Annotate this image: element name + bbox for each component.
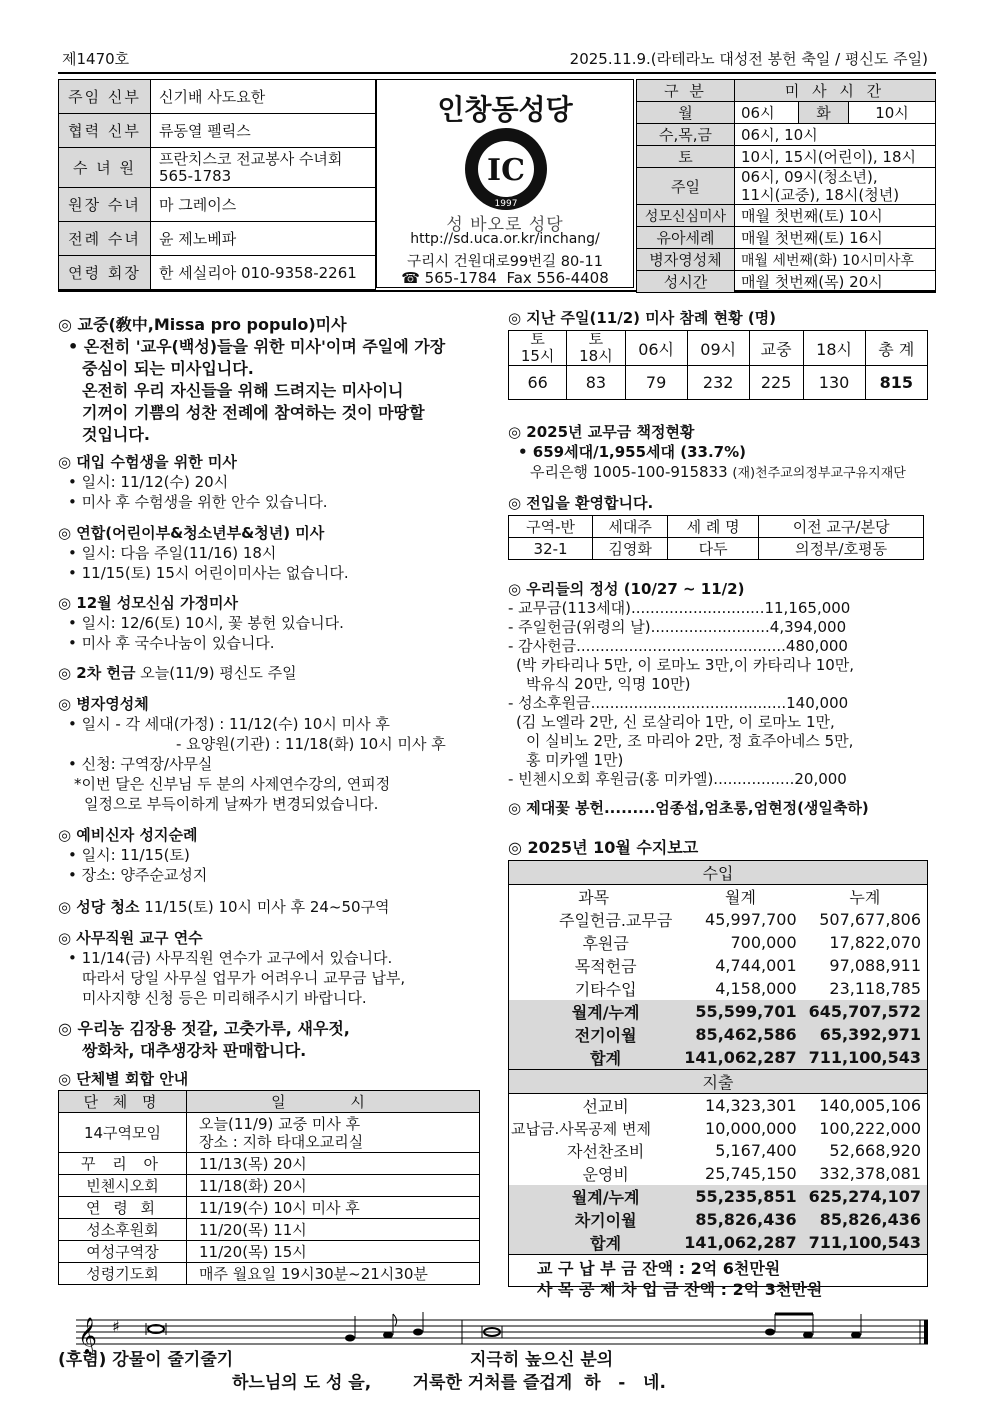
- table-header-row: [509, 516, 924, 538]
- section-title: ◎ 성당 청소: [58, 898, 140, 916]
- staff-row: [59, 114, 376, 148]
- group-time: 11/20(목) 11시: [187, 1219, 480, 1241]
- table-header-row: [509, 885, 927, 909]
- sunday-line-1: 06시, 09시(청소년),: [741, 168, 878, 186]
- section-title: ◎ 12월 성모신심 가정미사: [58, 594, 239, 612]
- expense-label: 지출: [509, 1070, 927, 1094]
- staff-row: [59, 256, 376, 290]
- attendance-value: 232: [687, 366, 749, 400]
- attendance-value: 66: [509, 366, 567, 400]
- treble-clef-icon: 𝄞: [78, 1316, 97, 1354]
- finance-total: 100,222,000: [819, 1118, 921, 1138]
- notice-line: 기꺼이 기쁨의 성찬 전례에 참여하는 것이 마땅할: [82, 403, 425, 422]
- finance-item: 기타수입: [574, 980, 637, 999]
- finance-month: 700,000: [730, 933, 797, 952]
- notice-cleaning: [58, 897, 488, 917]
- mass-label: 수,목,금: [637, 124, 735, 146]
- notice-line: • 장소: 양주순교성지: [68, 866, 208, 884]
- table-row: [59, 1113, 480, 1153]
- lyrics-line-1a: (후렴) 강물이 줄기줄기: [58, 1350, 234, 1370]
- finance-month: 85,462,586: [695, 1025, 797, 1044]
- column-header: 과목: [578, 888, 610, 907]
- column-header: 단 체 명: [59, 1091, 187, 1113]
- mass-label: 주일: [637, 168, 735, 205]
- notice-line: • 미사 후 국수나눔이 있습니다.: [68, 634, 275, 652]
- logo-year: 1997: [494, 199, 518, 209]
- mass-label: 유아세례: [637, 227, 735, 249]
- finance-total: 23,118,785: [829, 979, 921, 998]
- logo-text: IC: [487, 153, 525, 188]
- column-header: 누계: [849, 888, 881, 907]
- group-name: 꾸 리 아: [59, 1153, 187, 1175]
- column-header: 구역-반: [509, 516, 593, 538]
- finance-total: 645,707,572: [808, 1002, 921, 1021]
- loan-balance: 사 목 공 제 차 입 금 잔액 : 2억 3천만원: [537, 1280, 823, 1299]
- lyrics-line-2: 하느님의 도 성 을, 거룩한 거처를 즐겁게 하 - 네.: [232, 1373, 666, 1393]
- table-row: [59, 1175, 480, 1197]
- attendance-value: 83: [567, 366, 625, 400]
- notice-line: • 일시: 11/12(수) 20시: [68, 473, 229, 491]
- notice-second-collection: [58, 663, 488, 683]
- table-header-row: [59, 1091, 480, 1113]
- finance-total: 65,392,971: [819, 1025, 921, 1044]
- patron-name: 성 바오로 성당: [446, 215, 564, 235]
- finance-total: 711,100,543: [808, 1048, 921, 1067]
- column-header-line: 15시: [520, 347, 555, 365]
- diocese-balance: 교 구 납 부 금 잔액 : 2억 6천만원: [537, 1259, 781, 1278]
- column-header: 월계: [725, 888, 756, 907]
- finance-item: 자선찬조비: [567, 1142, 645, 1161]
- notice-line: • 미사 후 수험생을 위한 안수 있습니다.: [68, 493, 328, 511]
- attendance-value: 225: [749, 366, 803, 400]
- mass-label: 성모신심미사: [637, 205, 735, 227]
- finance-item: 후원금: [582, 934, 629, 953]
- finance-month: 25,745,150: [705, 1164, 797, 1183]
- group-name: 14구역모임: [59, 1113, 187, 1153]
- group-time: 11/13(목) 20시: [187, 1153, 480, 1175]
- notice-line: • 일시 - 각 세대(가정) : 11/12(수) 10시 미사 후: [68, 715, 390, 733]
- finance-total: 711,100,543: [808, 1233, 921, 1252]
- table-row: [509, 1139, 927, 1162]
- notice-home-mass: [58, 593, 488, 653]
- section-title: ◎ 2차 헌금: [58, 664, 136, 682]
- mass-value: 매월 첫번째(토) 16시: [735, 227, 936, 249]
- column-header: 세대주: [593, 516, 668, 538]
- staff-value: 윤 제노베파: [151, 222, 376, 256]
- notice-line: • 일시: 12/6(토) 10시, 꽃 봉헌 있습니다.: [68, 614, 344, 632]
- mass-row: [637, 227, 936, 249]
- finance-section: [508, 838, 938, 858]
- finance-item: 선교비: [582, 1097, 629, 1116]
- finance-total: 85,826,436: [819, 1210, 921, 1229]
- section-title: ◎ 2025년 교무금 책정현황: [508, 423, 695, 441]
- church-name: 인창동성당: [437, 93, 573, 126]
- finance-total: 17,822,070: [829, 933, 921, 952]
- mass-row: [637, 102, 936, 124]
- mass-label: 화: [799, 102, 849, 124]
- issue-number: 제1470호: [62, 50, 130, 68]
- notice-line: • 11/15(토) 15시 어린이미사는 없습니다.: [68, 564, 349, 582]
- mass-value: 매월 세번째(화) 10시미사후: [735, 249, 936, 271]
- group-name: 성령기도회: [59, 1263, 187, 1285]
- finance-month: 4,158,000: [715, 979, 797, 998]
- notice-line: 11/15(토) 10시 미사 후 24~50구역: [144, 898, 390, 916]
- group-meeting-table: [58, 1090, 480, 1285]
- finance-month: 55,235,851: [695, 1187, 797, 1206]
- table-row: [59, 1241, 480, 1263]
- group-name: 연 령 회: [59, 1197, 187, 1219]
- notice-line: *이번 달은 신부님 두 분의 사제연수강의, 연피정: [74, 775, 391, 793]
- group-time: 11/20(목) 15시: [187, 1241, 480, 1263]
- mass-value: 매월 첫번째(토) 10시: [735, 205, 936, 227]
- column-header: [509, 331, 567, 366]
- column-header: 06시: [625, 331, 687, 366]
- column-header: [567, 331, 625, 366]
- column-header-line: 토: [530, 330, 545, 348]
- mass-row: [637, 124, 936, 146]
- attendance-table: [508, 330, 928, 400]
- staff-row: [59, 222, 376, 256]
- finance-item: 차기이월: [574, 1211, 637, 1230]
- section-title: ◎ 제대꽃 봉헌.........엄종섭,엄초롱,엄현정(생일축하): [508, 799, 869, 817]
- finance-item: 주일헌금.교무금: [559, 911, 673, 930]
- finance-month: 55,599,701: [695, 1002, 797, 1021]
- finance-total: 507,677,806: [819, 910, 921, 929]
- finance-month: 85,826,436: [695, 1210, 797, 1229]
- notice-line: 중심이 되는 미사입니다.: [82, 359, 254, 378]
- issue-date: 2025.11.9.(라테라노 대성전 봉헌 축일 / 평신도 주일): [569, 50, 928, 68]
- notice-line: 일정으로 부득이하게 날짜가 변경되었습니다.: [84, 795, 379, 813]
- finance-item: 전기이월: [574, 1026, 637, 1045]
- welcome-cell: 32-1: [509, 538, 593, 560]
- staff-label: 전례 수녀: [59, 222, 151, 256]
- section-title: ◎ 단체별 회합 안내: [58, 1070, 189, 1088]
- mass-row: [637, 205, 936, 227]
- lyrics-line-1b: 지극히 높으신 분의: [470, 1350, 614, 1370]
- bank-holder: (재)천주교의정부교구유지재단: [732, 466, 906, 481]
- column-header: 09시: [687, 331, 749, 366]
- table-row: [509, 1208, 927, 1231]
- welcome-section: [508, 493, 938, 513]
- table-row: [509, 1117, 927, 1139]
- mass-label: 토: [637, 146, 735, 168]
- section-title: ◎ 연합(어린이부&청소년부&청년) 미사: [58, 524, 325, 542]
- staff-row: [59, 80, 376, 114]
- staff-table: [58, 79, 376, 290]
- staff-label: 수 녀 원: [59, 148, 151, 188]
- finance-total: 140,005,106: [819, 1096, 921, 1115]
- offering-line: (김 노엘라 2만, 신 로살리아 1만, 이 로마노 1만,: [516, 713, 835, 731]
- church-logo-icon: [463, 126, 549, 212]
- notice-line: • 일시: 다음 주일(11/16) 18시: [68, 544, 277, 562]
- offering-line: - 빈첸시오회 후원금(홍 미카엘).................20,000: [508, 770, 847, 788]
- table-row: [509, 538, 924, 560]
- offering-line: - 성소후원금.........................................140,000: [508, 694, 849, 712]
- offering-line: 이 실비노 2만, 조 마리아 2만, 정 효주아네스 5만,: [526, 732, 854, 750]
- group-name: 성소후원회: [59, 1219, 187, 1241]
- table-row: [59, 1219, 480, 1241]
- income-label: 수입: [509, 861, 927, 885]
- offering-section: [508, 580, 938, 789]
- offering-line: (박 카타리나 5만, 이 로마노 3만,이 카타리나 10만,: [516, 656, 855, 674]
- table-row: [59, 1153, 480, 1175]
- staff-value: 마 그레이스: [151, 188, 376, 222]
- notice-line: • 659세대/1,955세대 (33.7%): [518, 443, 746, 461]
- mass-row: [637, 146, 936, 168]
- notice-parish-mass: [58, 314, 488, 446]
- column-header: 세 례 명: [668, 516, 759, 538]
- table-row: [509, 1231, 927, 1254]
- mass-header-left: 구 분: [637, 80, 735, 102]
- notice-group-meetings: [58, 1069, 488, 1089]
- finance-item: 운영비: [582, 1165, 629, 1184]
- income-header-row: [509, 861, 927, 885]
- column-header: 일 시: [187, 1091, 480, 1113]
- notice-line: 온전히 우리 자신들을 위해 드려지는 미사이니: [82, 381, 404, 400]
- offering-line: - 주일헌금(위령의 날).........................4,394,000: [508, 618, 847, 636]
- mass-value: 06시, 10시: [735, 124, 936, 146]
- mass-row: [637, 249, 936, 271]
- notice-line: 것입니다.: [82, 425, 150, 444]
- sunday-line-2: 11시(교중), 18시(청년): [741, 186, 900, 204]
- column-header: 총 계: [865, 331, 927, 366]
- finance-item: 합계: [590, 1234, 622, 1253]
- welcome-cell: 김영화: [593, 538, 668, 560]
- offering-line: - 교무금(113세대)............................11,165,000: [508, 599, 851, 617]
- convent-phone: 565-1783: [159, 166, 232, 185]
- notice-line: • 일시: 11/15(토): [68, 846, 190, 864]
- finance-item: 교납금.사목공제 변제: [511, 1119, 651, 1138]
- table-row: [509, 1185, 927, 1208]
- section-title: ◎ 우리농 김장용 젓갈, 고춧가루, 새우젓,: [58, 1019, 350, 1038]
- finance-item: 월계/누계: [571, 1188, 640, 1207]
- church-url[interactable]: http://sd.uca.or.kr/inchang/: [410, 231, 600, 247]
- table-row: [509, 1046, 927, 1070]
- notice-line: • 온전히 '교우(백성)들을 위한 미사'이며 주일에 가장: [68, 337, 446, 356]
- notice-exam-mass: [58, 452, 488, 512]
- group-time-line: 오늘(11/9) 교중 미사 후: [199, 1114, 361, 1133]
- mass-row: [637, 271, 936, 293]
- section-title: ◎ 지난 주일(11/2) 미사 참례 현황 (명): [508, 309, 777, 327]
- notice-line: • 신청: 구역장/사무실: [68, 755, 213, 773]
- notice-line: 미사지향 신청 등은 미리해주시기 바랍니다.: [82, 989, 367, 1007]
- finance-month: 141,062,287: [684, 1048, 797, 1067]
- quarter-note-icon: [413, 1312, 423, 1336]
- table-row: [509, 1094, 927, 1118]
- notice-line: 오늘(11/9) 평신도 주일: [140, 664, 297, 682]
- group-time: 11/18(화) 20시: [187, 1175, 480, 1197]
- table-row: [509, 366, 928, 400]
- mass-header-right: 미 사 시 간: [735, 80, 936, 102]
- income-table: [509, 861, 927, 1254]
- offering-line: 홍 미카엘 1만): [526, 751, 624, 769]
- bank-account: 우리은행 1005-100-915833: [530, 463, 728, 481]
- group-time: 11/19(수) 10시 미사 후: [187, 1197, 480, 1219]
- notice-staff-training: [58, 928, 488, 1008]
- staff-label: 연령 회장: [59, 256, 151, 290]
- finance-month: 45,997,700: [705, 910, 797, 929]
- staff-value: 신기배 사도요한: [151, 80, 376, 114]
- staff-value: 류동열 펠릭스: [151, 114, 376, 148]
- expense-header-row: [509, 1070, 927, 1094]
- mass-value: 10시: [849, 102, 936, 124]
- notice-produce-sale: [58, 1018, 488, 1062]
- section-title: ◎ 대입 수험생을 위한 미사: [58, 453, 237, 471]
- staff-label: 주임 신부: [59, 80, 151, 114]
- mass-value: 06시: [735, 102, 799, 124]
- mass-value: 매월 첫번째(목) 20시: [735, 271, 936, 293]
- group-name: 여성구역장: [59, 1241, 187, 1263]
- table-row: [509, 954, 927, 977]
- church-phone: ☎ 565-1784 Fax 556-4408: [401, 269, 609, 287]
- header-rule-top: [58, 72, 936, 74]
- group-time: 매주 월요일 19시30분~21시30분: [187, 1263, 480, 1285]
- finance-item: 합계: [590, 1049, 622, 1068]
- attendance-value: 79: [625, 366, 687, 400]
- welcome-table: [508, 515, 924, 560]
- table-row: [509, 1023, 927, 1046]
- table-row: [509, 931, 927, 954]
- mass-value: 10시, 15시(어린이), 18시: [735, 146, 936, 168]
- table-row: [509, 1000, 927, 1023]
- notice-sick-communion: [58, 694, 488, 814]
- notice-pilgrimage: [58, 825, 488, 885]
- attendance-total: 815: [865, 366, 927, 400]
- staff-value: 한 세실리아 010-9358-2261: [151, 256, 376, 290]
- section-title: ◎ 병자영성체: [58, 695, 149, 713]
- finance-total: 97,088,911: [829, 956, 921, 975]
- flowers-section: [508, 798, 938, 818]
- finance-month: 141,062,287: [684, 1233, 797, 1252]
- column-header-line: 토: [588, 330, 604, 348]
- section-title: ◎ 2025년 10월 수지보고: [508, 838, 699, 857]
- column-header: 이전 교구/본당: [759, 516, 924, 538]
- finance-report: [508, 860, 928, 1299]
- section-title: ◎ 사무직원 교구 연수: [58, 929, 203, 947]
- finance-month: 4,744,001: [715, 956, 797, 975]
- table-row: [509, 977, 927, 1000]
- table-row: [509, 908, 927, 931]
- notice-joint-mass: [58, 523, 488, 583]
- column-header-line: 18시: [579, 347, 613, 365]
- mass-value: [735, 168, 936, 205]
- sharp-icon: ♯: [112, 1317, 120, 1336]
- finance-month: 5,167,400: [715, 1141, 797, 1160]
- column-header: 교중: [749, 331, 803, 366]
- mass-label: 병자영성체: [637, 249, 735, 271]
- table-header-row: [509, 331, 928, 366]
- finance-item: 월계/누계: [571, 1003, 640, 1022]
- finance-item: 목적헌금: [574, 957, 637, 976]
- finance-total: 625,274,107: [808, 1187, 921, 1206]
- staff-row: [59, 188, 376, 222]
- mass-schedule-table: [636, 79, 936, 293]
- church-address: 구리시 건원대로99번길 80-11: [407, 254, 603, 270]
- mass-row: [637, 168, 936, 205]
- mass-label: 월: [637, 102, 735, 124]
- welcome-cell: 의정부/호평동: [759, 538, 924, 560]
- notice-line: • 11/14(금) 사무직원 연수가 교구에서 있습니다.: [68, 949, 393, 967]
- notice-line: - 요양원(기관) : 11/18(화) 10시 미사 후: [176, 735, 446, 753]
- section-title: 쌍화차, 대추생강차 판매합니다.: [82, 1041, 307, 1060]
- tithe-section: [508, 422, 938, 484]
- offering-line: 박유식 20만, 익명 10만): [526, 675, 691, 693]
- mass-header-row: [637, 80, 936, 102]
- finance-month: 10,000,000: [705, 1118, 797, 1138]
- section-title: ◎ 전입을 환영합니다.: [508, 494, 654, 512]
- table-row: [509, 1162, 927, 1185]
- section-title: ◎ 우리들의 정성 (10/27 ~ 11/2): [508, 580, 745, 598]
- finance-total: 52,668,920: [829, 1141, 921, 1160]
- staff-label: 원장 수녀: [59, 188, 151, 222]
- staff-label: 협력 신부: [59, 114, 151, 148]
- group-time: [187, 1113, 480, 1153]
- table-row: [59, 1197, 480, 1219]
- attendance-section: [508, 308, 938, 328]
- section-title: ◎ 예비신자 성지순례: [58, 826, 198, 844]
- staff-value: [151, 148, 376, 188]
- offering-line: - 감사헌금............................................480,000: [508, 637, 848, 655]
- breve-note-icon: [146, 1323, 166, 1335]
- mass-label: 성시간: [637, 271, 735, 293]
- attendance-value: 130: [803, 366, 865, 400]
- section-title: ◎ 교중(敎中,Missa pro populo)미사: [58, 315, 347, 334]
- group-name: 빈첸시오회: [59, 1175, 187, 1197]
- staff-row: [59, 148, 376, 188]
- column-header: 18시: [803, 331, 865, 366]
- welcome-cell: 다두: [668, 538, 759, 560]
- group-time-line: 장소 : 지하 타대오교리실: [199, 1132, 364, 1151]
- finance-month: 14,323,301: [705, 1096, 797, 1115]
- church-info: [376, 79, 634, 288]
- balance-box: [509, 1254, 927, 1300]
- notice-line: 따라서 당일 사무실 업무가 어려우니 교무금 납부,: [82, 969, 406, 987]
- finance-total: 332,378,081: [819, 1164, 921, 1183]
- convent-name: 프란치스코 전교봉사 수녀회: [159, 149, 343, 168]
- table-row: [59, 1263, 480, 1285]
